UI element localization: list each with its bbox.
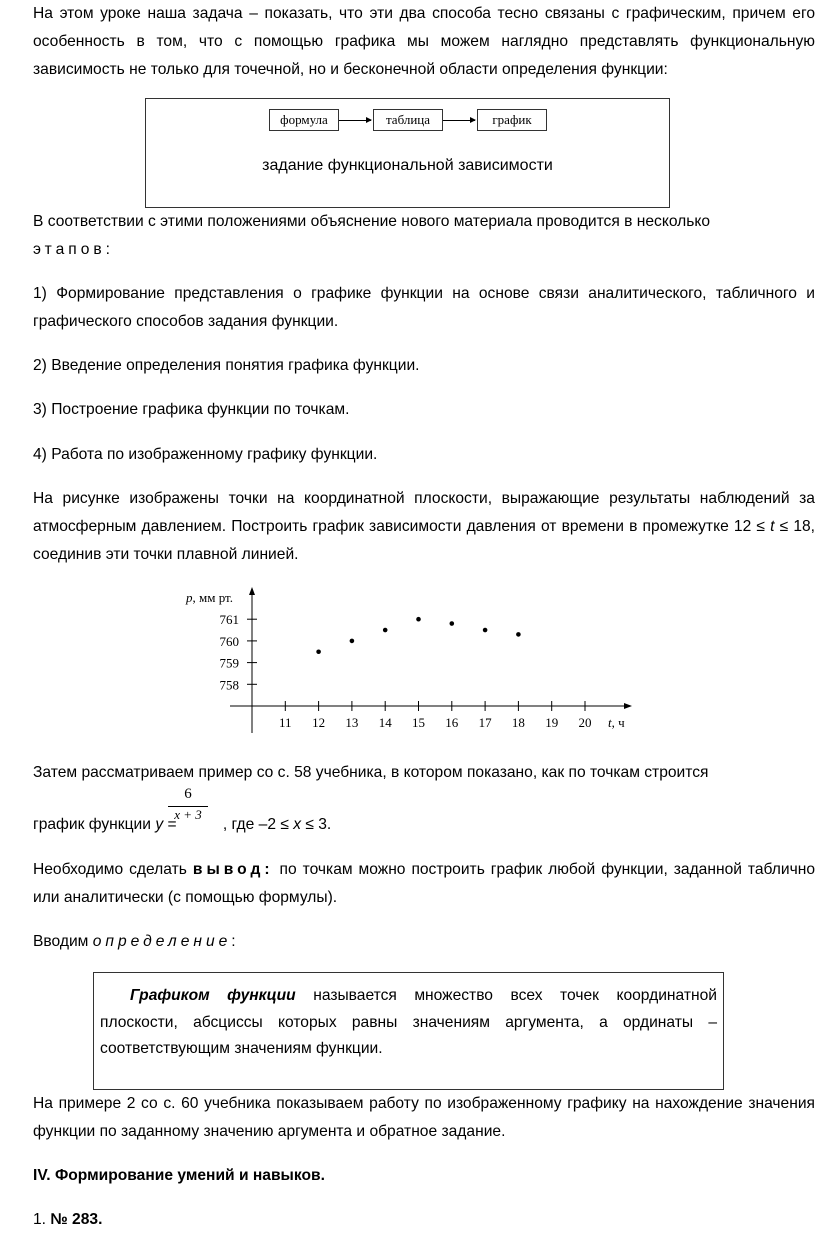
y-tick-label: 760 [219,633,239,649]
y-tick-label: 759 [219,655,239,671]
step-3: 3) Построение графика функции по точкам. [33,401,350,418]
function-line [33,811,815,839]
conclusion-rest: по точкам можно построить график любой функции, заданной таблично или аналитически (с помощью формулы). [33,861,815,906]
definition-box [93,972,724,1090]
definition-term: Графиком функции [130,987,296,1004]
diagram-box-table: таблица [373,109,443,131]
x-tick-label: 20 [578,715,592,730]
exercise-label: № 283. [50,1211,103,1228]
step-1: 1) Формирование представления о графике функции на основе связи аналитического, табличного и графического способов задания функции. [33,285,815,330]
x-tick-label: 15 [412,715,425,730]
stages-paragraph [33,208,815,264]
x-tick-label: 17 [478,715,492,730]
conclusion-bold: вывод: [192,861,274,878]
x-tick-label: 16 [445,715,459,730]
var-y: y [155,816,164,833]
y-axis-arrow-icon [249,587,255,595]
conclusion-paragraph [33,856,815,912]
range-text: , где –2 ≤ [222,816,294,833]
step-4: 4) Работа по изображенному графику функции. [33,446,378,463]
diagram-box-graph: график [477,109,547,131]
example-paragraph: Затем рассматриваем пример со с. 58 учебника, в котором показано, как по точкам строится [33,764,709,781]
function-text: график функции [33,816,156,833]
example-2-paragraph: На примере 2 со с. 60 учебника показываем работу по изображенному графику на нахождение значения функции по заданному значению аргумента и обратное задание. [33,1095,815,1140]
data-point [316,649,321,654]
x-tick-label: 13 [345,715,359,730]
exercise-number [33,1206,815,1234]
colon: : [231,933,236,950]
data-point [416,617,421,622]
pressure-chart [180,585,640,737]
intro-paragraph: На этом уроке наша задача – показать, что эти два способа тесно связаны с графическим, причем его особенность в том, что с помощью графика мы можем наглядно представлять функциональную зависимость не только для точечной, но и бесконечной области определения функции: [33,5,815,78]
x-tick-label: 12 [312,715,326,730]
data-point [383,628,388,633]
task-paragraph [33,485,815,569]
diagram-caption: задание функциональной зависимости [262,157,553,174]
x-tick-label: 11 [279,715,292,730]
range-end: ≤ 3. [301,816,332,833]
item-number: 1. [33,1211,51,1228]
equals: = [163,816,181,833]
fraction-denominator: x + 3 [174,807,202,822]
data-point [450,621,455,626]
arrow-icon [339,120,371,121]
x-tick-label: 14 [378,715,392,730]
var-x: x [293,816,302,833]
definition-intro [33,928,815,956]
intro-text: Вводим [33,933,93,950]
conclusion-text: Необходимо сделать [33,861,193,878]
stages-spaced: этапов: [33,241,114,258]
x-axis-label: t, ч [608,715,625,730]
x-tick-label: 18 [511,715,525,730]
fraction [168,786,208,823]
x-axis-arrow-icon [624,703,632,709]
definition-text [100,983,717,1063]
data-point [516,632,521,637]
definition-rest: называется множество всех точек координатной плоскости, абсциссы которых равны значениям аргумента, а ординаты – соответствующим значениям функции. [100,987,717,1057]
var-t: t [770,518,775,535]
stages-text: В соответствии с этими положениями объяснение нового материала проводится в несколько [33,213,711,230]
step-2: 2) Введение определения понятия графика функции. [33,357,420,374]
diagram-box [145,98,670,208]
definition-word: определение [92,933,232,950]
diagram-box-formula: формула [269,109,339,131]
arrow-icon [443,120,475,121]
x-tick-label: 19 [545,715,559,730]
y-tick-label: 758 [219,677,239,693]
section-heading: IV. Формирование умений и навыков. [33,1167,325,1184]
data-point [350,639,355,644]
task-text: На рисунке изображены точки на координатной плоскости, выражающие результаты наблюдений за атмосферным давлением. Построить график зависимости давления от времени в промежутке 12 ≤ [33,490,815,535]
y-tick-label: 761 [219,612,239,628]
fraction-numerator: 6 [168,786,208,807]
task-text-end: ≤ 18, соединив эти точки плавной линией. [33,518,815,563]
y-axis-label: p, мм рт. [186,590,233,605]
data-point [483,628,488,633]
